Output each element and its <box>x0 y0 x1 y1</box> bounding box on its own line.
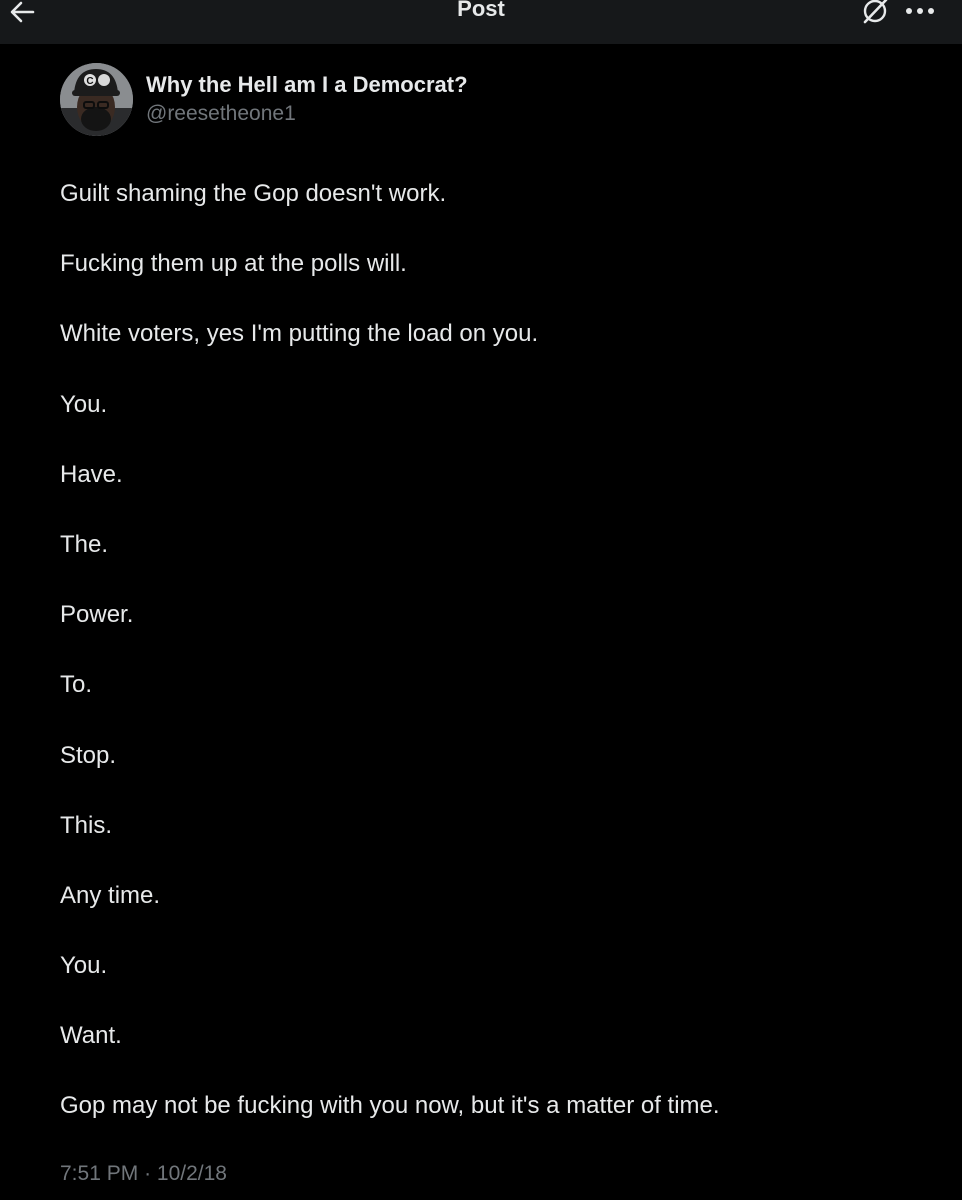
post-timestamp <box>60 1162 227 1186</box>
post-line: The. <box>60 530 109 558</box>
author-display-name[interactable]: Why the Hell am I a Democrat? <box>146 72 468 97</box>
author-avatar[interactable] <box>60 63 133 136</box>
post-line: You. <box>60 390 108 418</box>
post-line: Fucking them up at the polls will. <box>60 250 407 278</box>
post-line: White voters, yes I'm putting the load on you. <box>60 320 539 348</box>
post-line: Gop may not be fucking with you now, but it's a matter of time. <box>60 1092 720 1120</box>
avatar-cap-letter: C <box>86 76 94 87</box>
more-horizontal-icon <box>904 6 936 16</box>
post-line: You. <box>60 952 108 980</box>
post-line: Have. <box>60 460 123 488</box>
post-time[interactable]: 7:51 PM <box>60 1162 139 1185</box>
post-line: Any time. <box>60 881 161 909</box>
post-line: Stop. <box>60 741 117 769</box>
post-line: Power. <box>60 601 134 629</box>
page-title: Post <box>457 0 505 21</box>
post-line: Guilt shaming the Gop doesn't work. <box>60 180 447 207</box>
post-line: This. <box>60 811 113 839</box>
post-line: Want. <box>60 1022 122 1050</box>
post-text <box>60 176 940 1159</box>
post-line: To. <box>60 671 93 699</box>
avatar-image <box>60 63 133 136</box>
author-handle[interactable]: @reesetheone1 <box>146 102 296 125</box>
post-date[interactable]: 10/2/18 <box>156 1162 227 1185</box>
top-navigation-bar <box>0 0 962 44</box>
grok-icon <box>860 0 890 26</box>
timestamp-separator: · <box>144 1162 152 1185</box>
more-options-button[interactable] <box>900 0 940 28</box>
grok-button[interactable] <box>858 0 892 28</box>
